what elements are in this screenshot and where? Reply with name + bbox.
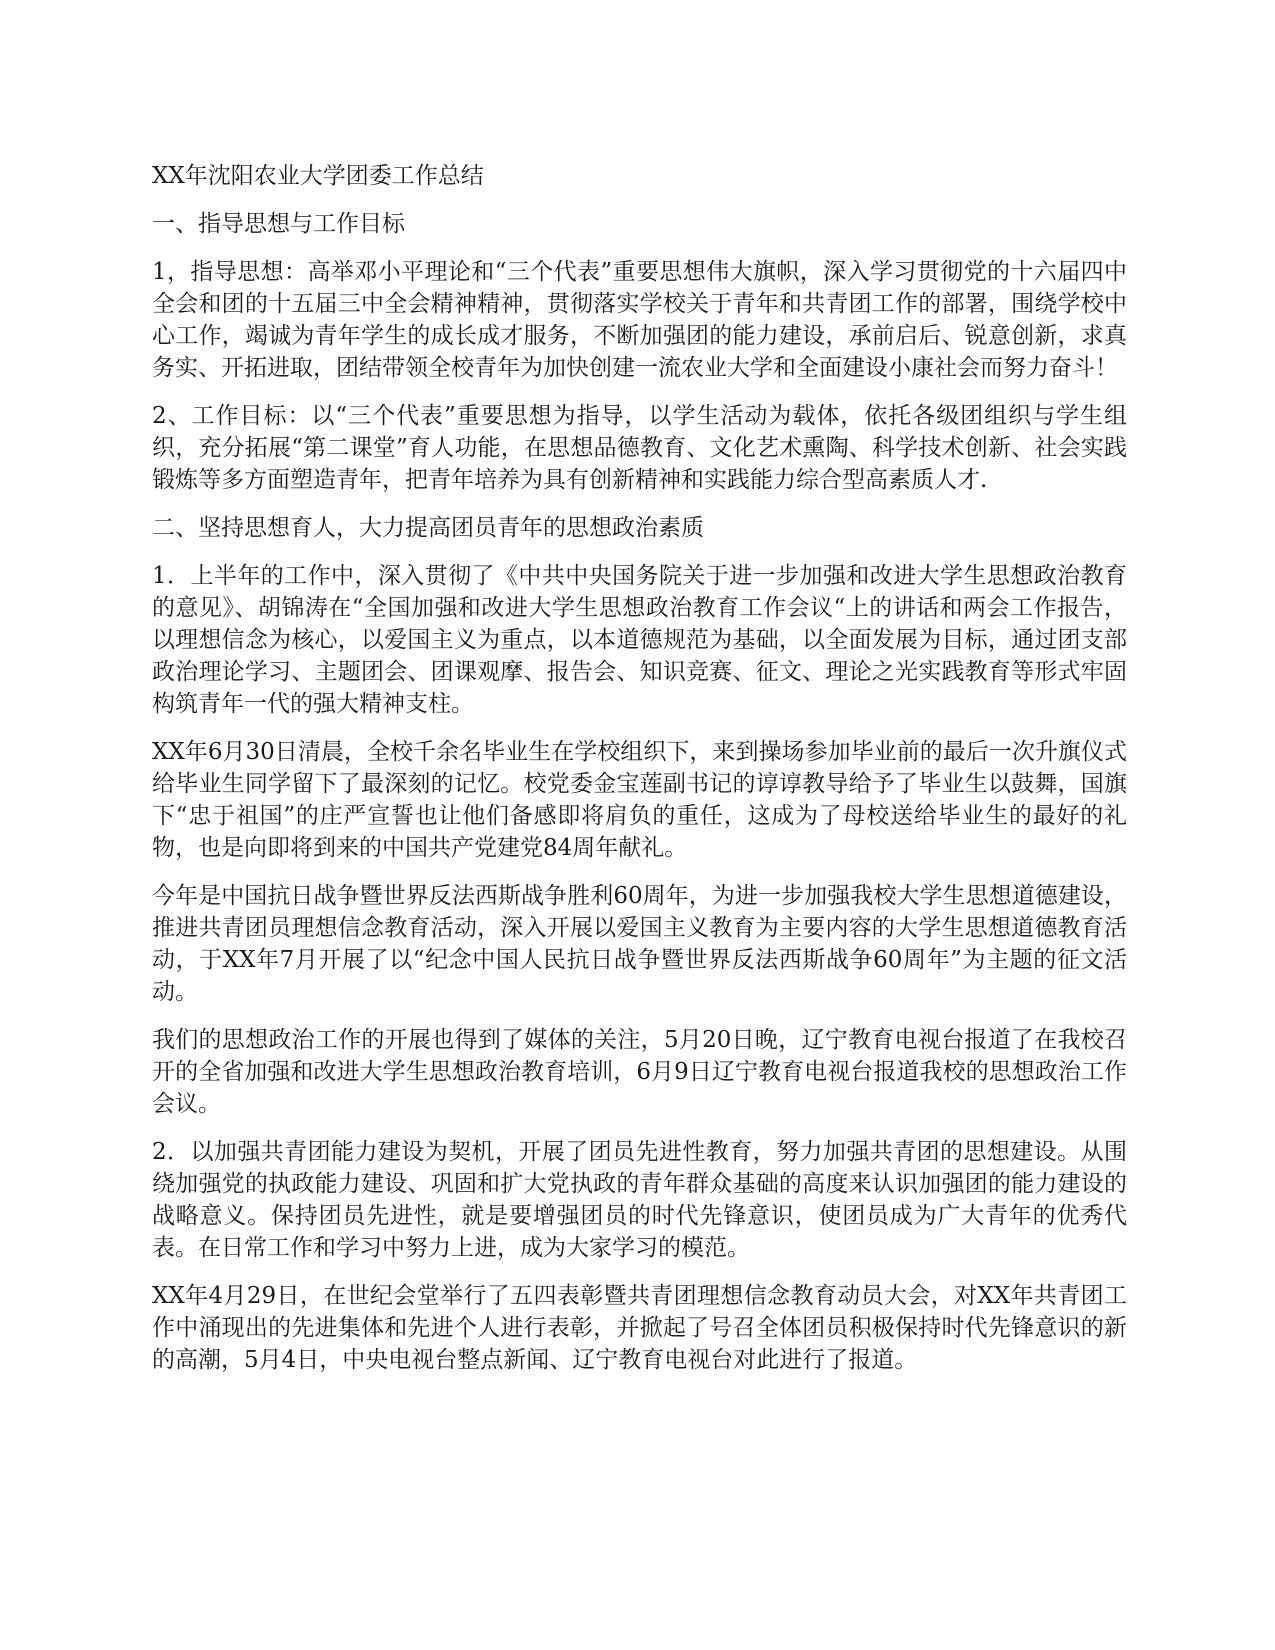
section-heading-guiding-ideology: 一、指导思想与工作目标 [152, 211, 405, 237]
section-heading-ideological-education: 二、坚持思想育人，大力提高团员青年的思想政治素质 [152, 515, 704, 541]
document-page [152, 160, 1127, 1392]
paragraph-first-half-work: 1．上半年的工作中，深入贯彻了《中共中央国务院关于进一步加强和改进大学生思想政治教育的意见》、胡锦涛在“全国加强和改进大学生思想政治教育工作会议“上的讲话和两会工作报告，以理想信念为核心，以爱国主义为重点，以本道德规范为基础，以全面发展为目标，通过团支部政治理论学习、主题团会、团课观摩、报告会、知识竞赛、征文、理论之光实践教育等形式牢固构筑青年一代的强大精神支柱。 [152, 563, 1127, 717]
paragraph-may-fourth-award: XX年4月29日，在世纪会堂举行了五四表彰暨共青团理想信念教育动员大会，对XX年共青团工作中涌现出的先进集体和先进个人进行表彰，并掀起了号召全体团员积极保持时代先锋意识的新的高潮，5月4日，中央电视台整点新闻、辽宁教育电视台对此进行了报道。 [152, 1283, 1127, 1373]
paragraph-media-coverage: 我们的思想政治工作的开展也得到了媒体的关注，5月20日晚，辽宁教育电视台报道了在我校召开的全省加强和改进大学生思想政治教育培训，6月9日辽宁教育电视台报道我校的思想政治工作会议。 [152, 1027, 1127, 1117]
document-title: XX年沈阳农业大学团委工作总结 [152, 163, 484, 189]
paragraph-guiding-ideology: 1，指导思想：高举邓小平理论和“三个代表”重要思想伟大旗帜，深入学习贯彻党的十六届四中全会和团的十五届三中全会精神精神，贯彻落实学校关于青年和共青团工作的部署，围绕学校中心工作，竭诚为青年学生的成长成才服务，不断加强团的能力建设，承前启后、锐意创新，求真务实、开拓进取，团结带领全校青年为加快创建一流农业大学和全面建设小康社会而努力奋斗！ [152, 259, 1127, 381]
paragraph-work-goals: 2、工作目标：以“三个代表”重要思想为指导，以学生活动为载体，依托各级团组织与学生组织，充分拓展“第二课堂”育人功能，在思想品德教育、文化艺术熏陶、科学技术创新、社会实践锻炼等多方面塑造青年，把青年培养为具有创新精神和实践能力综合型高素质人才. [152, 403, 1127, 493]
paragraph-anniversary-essay: 今年是中国抗日战争暨世界反法西斯战争胜利60周年，为进一步加强我校大学生思想道德建设，推进共青团员理想信念教育活动，深入开展以爱国主义教育为主要内容的大学生思想道德教育活动，于XX年7月开展了以“纪念中国人民抗日战争暨世界反法西斯战争60周年”为主题的征文活动。 [152, 883, 1127, 1005]
paragraph-flag-ceremony: XX年6月30日清晨，全校千余名毕业生在学校组织下，来到操场参加毕业前的最后一次升旗仪式给毕业生同学留下了最深刻的记忆。校党委金宝莲副书记的谆谆教导给予了毕业生以鼓舞，国旗下“忠于祖国”的庄严宣誓也让他们备感即将肩负的重任，这成为了母校送给毕业生的最好的礼物，也是向即将到来的中国共产党建党84周年献礼。 [152, 739, 1127, 861]
paragraph-league-capacity: 2．以加强共青团能力建设为契机，开展了团员先进性教育，努力加强共青团的思想建设。从围绕加强党的执政能力建设、巩固和扩大党执政的青年群众基础的高度来认识加强团的能力建设的战略意义。保持团员先进性，就是要增强团员的时代先锋意识，使团员成为广大青年的优秀代表。在日常工作和学习中努力上进，成为大家学习的模范。 [152, 1139, 1127, 1261]
